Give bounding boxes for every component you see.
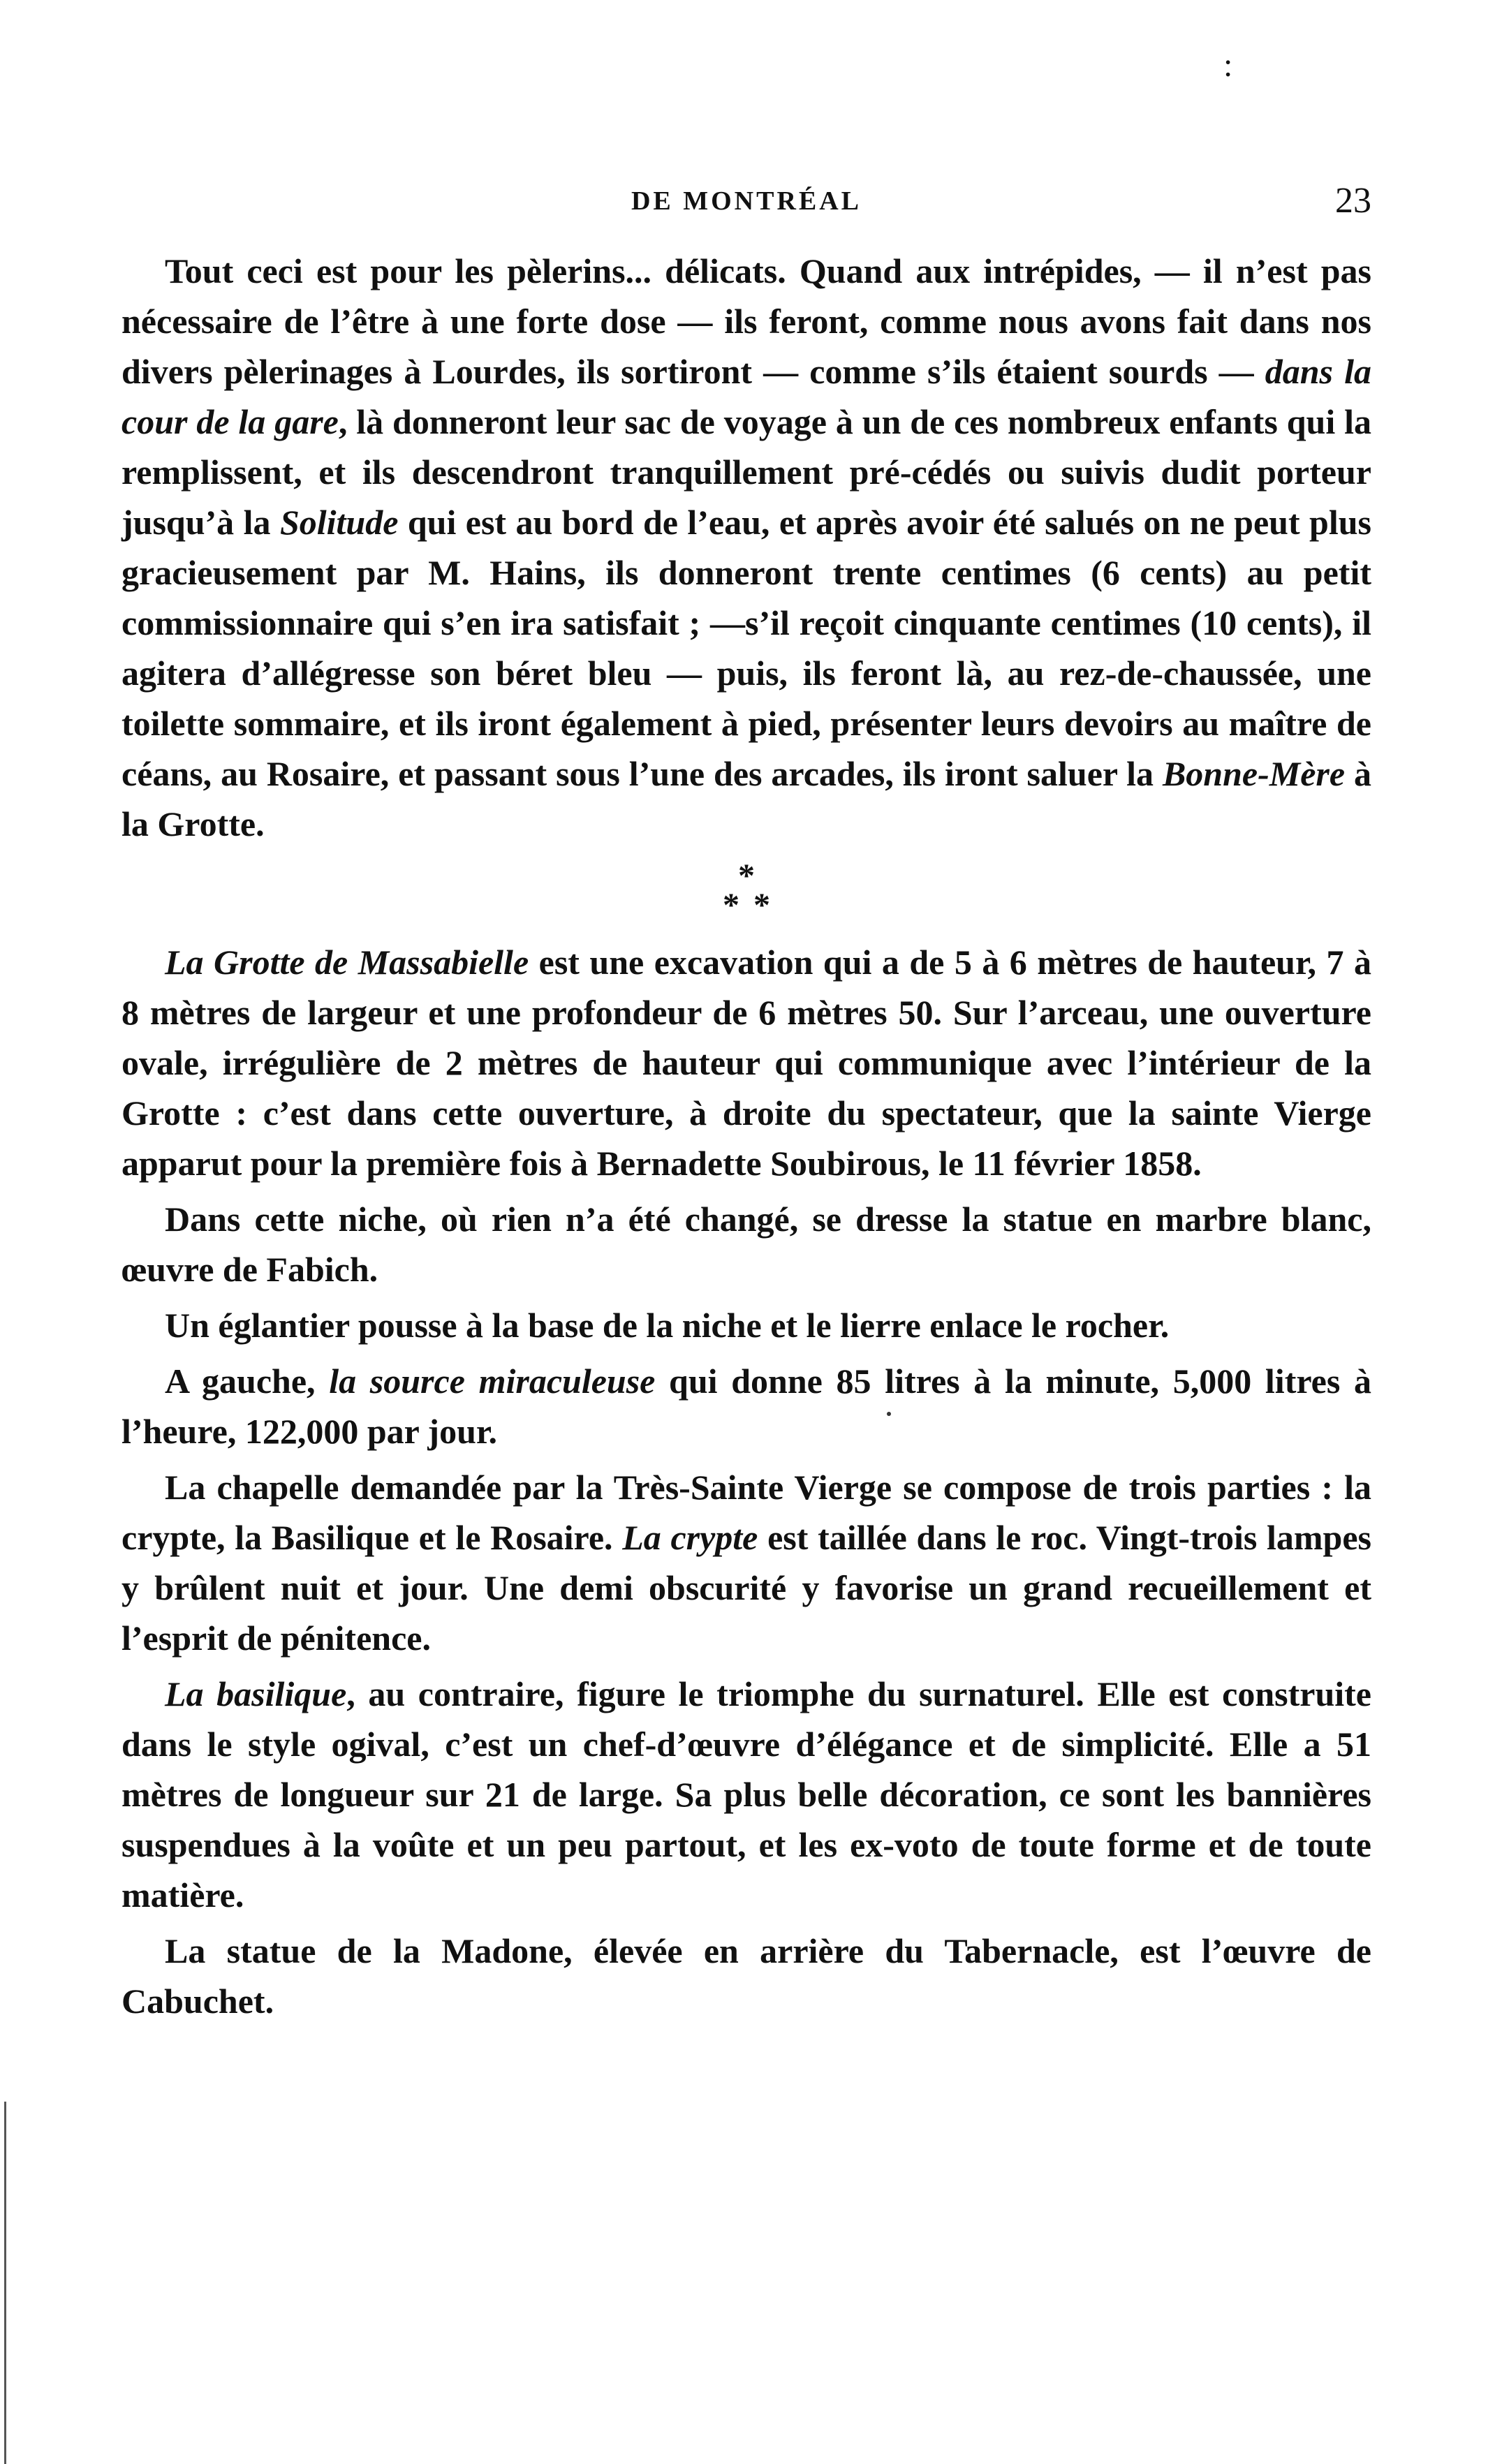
paragraph-niche: Dans cette niche, où rien n’a été changé, se dresse la statue en marbre blanc, œuvre de Fabich. [121, 1200, 1371, 1289]
paragraph-text: La chapelle demandée par la Très-Sainte Vierge se compose de trois parties : la crypte, la Basilique et le Rosaire. [121, 1468, 1371, 1557]
paragraph-text: , là donneront leur sac de voyage à un de ces nombreux enfants qui la remplissent, et ils descendront tranquillement pré-cédés ou suivis dudit porteur jusqu’à la [121, 402, 1371, 542]
paragraph-madonna: La statue de la Madone, élevée en arrière du Tabernacle, est l’œuvre de Cabuchet. [121, 1931, 1371, 2021]
paragraph-eglantier: Un églantier pousse à la base de la niche et le lierre enlace le rocher. [165, 1306, 1170, 1345]
italic-phrase: Bonne-Mère [1162, 754, 1346, 793]
dinkus-top-star: * [738, 857, 755, 894]
page-number: 23 [1335, 181, 1371, 221]
print-speck [887, 1412, 891, 1416]
scan-edge-line [4, 2102, 6, 2464]
italic-phrase: la source miraculeuse [329, 1362, 656, 1401]
paragraph-grotto [121, 937, 1371, 1188]
paragraph-text: Tout ceci est pour les pèlerins... délicats. Quand aux intrépides, — il n’est pas nécessaire de l’être à une forte dose — ils feront, comme nous avons fait dans nos divers pèlerinages à Lourdes, ils sortiront — comme s’ils étaient sourds — [121, 251, 1371, 391]
paragraph-chapel [121, 1462, 1371, 1663]
paragraph-text: qui est au bord de l’eau, et après avoir été salués on ne peut plus gracieusement par M. Hains, ils donneront trente centimes (6 cents) au petit commissionnaire qui s’en ira satisfait ; —s’il reçoit cinquante centimes (10 cents), il agitera d’allégresse son béret bleu — puis, ils feront là, au rez-de-chaussée, une toilette sommaire, et ils iront également à pied, présenter leurs devoirs au maître de céans, au Rosaire, et passant sous l’une des arcades, ils iront saluer la [121, 503, 1372, 793]
section-dinkus [121, 857, 1371, 924]
paragraph-text: A gauche, [165, 1362, 330, 1401]
paragraph-source [121, 1356, 1371, 1456]
italic-phrase: La basilique [165, 1674, 347, 1713]
paragraph-text: est taillée dans le roc. Vingt-trois lampes y brûlent nuit et jour. Une demi obscurité y favorise un grand recueillement et l’esprit de pénitence. [121, 1518, 1371, 1658]
italic-phrase: La crypte [622, 1518, 758, 1557]
page-header [121, 180, 1371, 229]
paragraph-pilgrims [121, 246, 1371, 849]
running-title: DE MONTRÉAL [631, 186, 862, 216]
corner-mark: : [1223, 47, 1233, 84]
italic-phrase: dans la cour de la gare [121, 352, 1371, 441]
paragraph-text: qui donne 85 litres à la minute, 5,000 litres à l’heure, 122,000 par jour. [121, 1362, 1371, 1451]
paragraph-text: , au contraire, figure le triomphe du surnaturel. Elle est construite dans le style ogival, c’est un chef-d’œuvre d’élégance et de simplicité. Elle a 51 mètres de longueur sur 21 de large. Sa plus belle décoration, ce sont les bannières suspendues à la voûte et un peu partout, et les ex-voto de toute forme et de toute matière. [121, 1674, 1372, 1915]
dinkus-bottom-stars: ** [723, 887, 784, 924]
paragraph-basilica [121, 1669, 1371, 1920]
paragraph-text: est une excavation qui a de 5 à 6 mètres de hauteur, 7 à 8 mètres de largeur et une profondeur de 6 mètres 50. Sur l’arceau, une ouverture ovale, irrégulière de 2 mètres de hauteur qui communique avec l’intérieur de la Grotte : c’est dans cette ouverture, à droite du spectateur, que la sainte Vierge apparut pour la première fois à Bernadette Soubirous, le 11 février 1858. [121, 943, 1371, 1183]
italic-phrase: Solitude [279, 503, 399, 542]
body-text [121, 246, 1371, 2032]
italic-phrase: La Grotte de Massabielle [165, 943, 529, 982]
paragraph-text: à la Grotte. [121, 754, 1371, 843]
